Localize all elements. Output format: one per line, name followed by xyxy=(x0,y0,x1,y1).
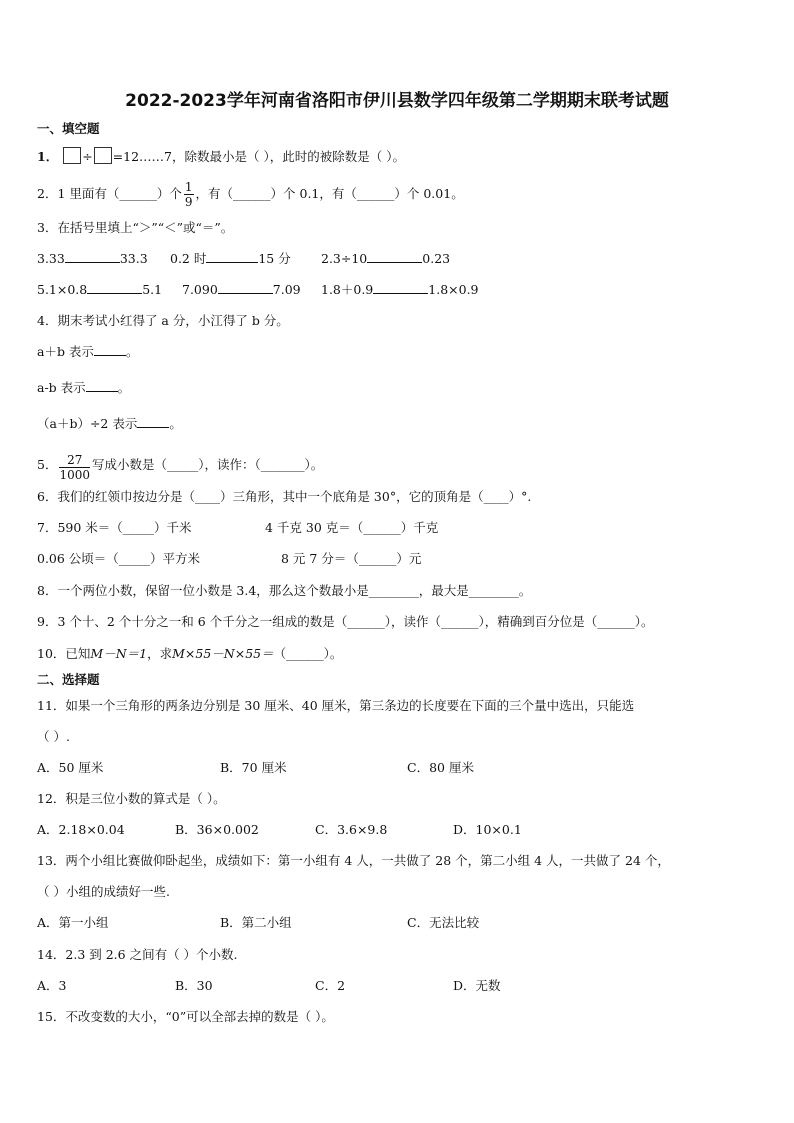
question-9: 9．3 个十、2 个十分之一和 6 个千分之一组成的数是（______），读作（______），精确到百分位是（______）。 xyxy=(37,614,654,629)
question-7-item-c: 0.06 公顷＝（_____）平方米 xyxy=(37,551,201,566)
question-6: 6．我们的红领巾按边分是（____）三角形，其中一个底角是 30°，它的顶角是（____）°. xyxy=(37,489,532,504)
compare-right: 7.09 xyxy=(272,282,301,297)
question-11: 11．如果一个三角形的两条边分别是 30 厘米、40 厘米，第三条边的长度要在下面的三个量中选出，只能选 xyxy=(37,698,635,713)
fraction-denominator: 9 xyxy=(184,195,193,209)
question-8: 8．一个两位小数，保留一位小数是 3.4，那么这个数最小是________，最大是________。 xyxy=(37,583,532,598)
compare-right: 5.1 xyxy=(142,282,163,297)
section-fill-blank-heading: 一、填空题 xyxy=(37,121,100,136)
question-2 xyxy=(37,180,464,209)
question-5-text: 写成小数是（_____），读作：（_______）。 xyxy=(92,457,324,472)
question-4-label-3: （a＋b）÷2 表示 xyxy=(37,416,138,431)
compare-right: 33.3 xyxy=(119,251,148,266)
option-d: D．无数 xyxy=(453,978,501,993)
question-4-label-2: a-b 表示 xyxy=(37,380,86,395)
question-4-line-2: a-b 表示 。 xyxy=(37,380,131,395)
question-3: 3．在括号里填上“＞”“＜”或“＝”。 xyxy=(37,220,234,235)
question-10 xyxy=(37,646,342,662)
question-14: 14．2.3 到 2.6 之间有（ ）个小数. xyxy=(37,947,238,962)
question-13: 13．两个小组比赛做仰卧起坐，成绩如下：第一小组有 4 人，一共做了 28 个，第二小组 4 人，一共做了 24 个， xyxy=(37,853,670,868)
compare-right: 1.8×0.9 xyxy=(428,282,479,297)
section-choice-heading: 二、选择题 xyxy=(37,672,100,687)
option-a: A．3 xyxy=(37,978,67,993)
question-12: 12．积是三位小数的算式是（ ）。 xyxy=(37,791,226,806)
answer-blank xyxy=(367,251,422,263)
option-b: B．70 厘米 xyxy=(220,760,287,775)
answer-blank xyxy=(65,251,120,263)
option-a: A．2.18×0.04 xyxy=(37,822,125,837)
fraction-denominator: 1000 xyxy=(59,468,90,482)
answer-blank xyxy=(86,380,118,392)
fraction-27-over-1000 xyxy=(59,453,90,482)
question-4: 4．期末考试小红得了 a 分，小江得了 b 分。 xyxy=(37,313,289,328)
question-7-item-b: 4 千克 30 克＝（______）千克 xyxy=(265,520,439,535)
equation-given: M－N＝1 xyxy=(90,646,148,661)
option-c: C．无法比较 xyxy=(407,915,480,930)
question-5-number: 5． xyxy=(37,457,58,472)
question-11-blank: （ ）. xyxy=(37,729,70,744)
compare-left: 2.3÷10 xyxy=(321,251,368,266)
question-1-number: 1． xyxy=(37,149,59,164)
question-5 xyxy=(37,453,323,482)
question-10-text-a: 10．已知 xyxy=(37,646,91,661)
question-10-text-b: ，求 xyxy=(147,646,173,661)
answer-blank xyxy=(94,344,126,356)
dividend-box xyxy=(63,147,81,164)
question-13-blank: （ ）小组的成绩好一些. xyxy=(37,884,170,899)
compare-right: 15 分 xyxy=(258,251,291,266)
compare-left: 5.1×0.8 xyxy=(37,282,88,297)
fraction-one-ninth xyxy=(184,180,194,209)
question-4-line-3: （a＋b）÷2 表示 。 xyxy=(37,416,182,431)
answer-blank xyxy=(206,251,258,263)
option-c: C．80 厘米 xyxy=(407,760,474,775)
equation-ask: M×55－N×55＝ xyxy=(172,646,274,661)
option-b: B．36×0.002 xyxy=(175,822,259,837)
fraction-numerator: 1 xyxy=(184,180,193,194)
question-1-text: =12……7，除数最小是（ ），此时的被除数是（ ）。 xyxy=(112,149,405,164)
option-b: B．30 xyxy=(175,978,213,993)
option-d: D．10×0.1 xyxy=(453,822,522,837)
compare-right: 0.23 xyxy=(422,251,451,266)
compare-left: 0.2 时 xyxy=(170,251,207,266)
question-2-text-b: ，有（______）个 0.1，有（______）个 0.01。 xyxy=(195,186,464,201)
question-1 xyxy=(37,147,405,165)
answer-blank xyxy=(218,282,273,294)
answer-blank xyxy=(87,282,142,294)
option-c: C．3.6×9.8 xyxy=(315,822,388,837)
question-4-line-1: a＋b 表示 。 xyxy=(37,344,139,359)
compare-left: 7.090 xyxy=(182,282,218,297)
question-15: 15．不改变数的大小，“0”可以全部去掉的数是（ ）。 xyxy=(37,1009,334,1024)
question-2-text-a: 2．1 里面有（______）个 xyxy=(37,186,182,201)
question-10-text-c: （______）。 xyxy=(273,646,343,661)
option-b: B．第二小组 xyxy=(220,915,292,930)
divide-sign: ÷ xyxy=(82,149,93,164)
answer-blank xyxy=(137,416,169,428)
compare-left: 3.33 xyxy=(37,251,65,266)
answer-blank xyxy=(373,282,428,294)
question-7-item-d: 8 元 7 分＝（______）元 xyxy=(281,551,422,566)
question-4-label-1: a＋b 表示 xyxy=(37,344,94,359)
compare-left: 1.8＋0.9 xyxy=(321,282,374,297)
option-a: A．第一小组 xyxy=(37,915,109,930)
divisor-box xyxy=(94,147,112,164)
question-7-item-a: 7．590 米＝（_____）千米 xyxy=(37,520,192,535)
page-title: 2022-2023学年河南省洛阳市伊川县数学四年级第二学期期末联考试题 xyxy=(125,91,669,111)
fraction-numerator: 27 xyxy=(59,453,90,468)
option-a: A．50 厘米 xyxy=(37,760,104,775)
option-c: C．2 xyxy=(315,978,346,993)
